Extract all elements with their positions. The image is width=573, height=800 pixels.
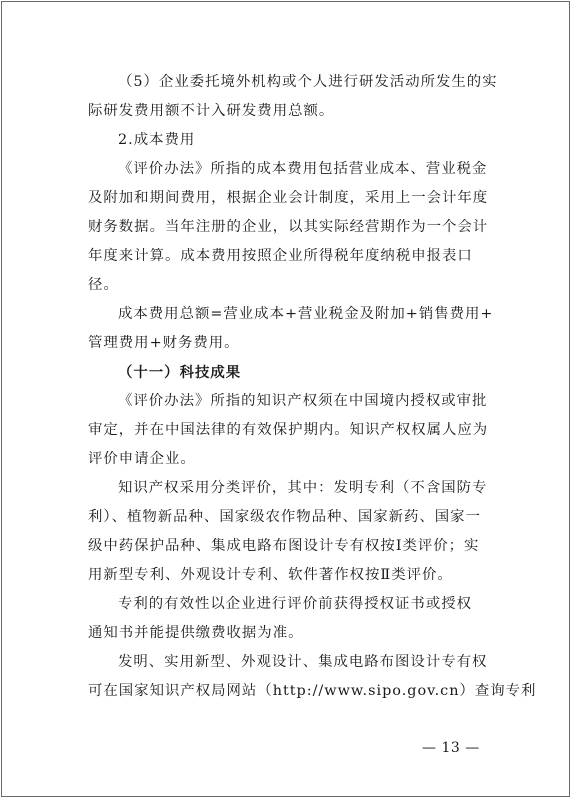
paragraph-line: 年度来计算。成本费用按照企业所得税年度纳税申报表口 [88, 248, 473, 264]
section-heading: （十一）科技成果 [118, 364, 242, 381]
paragraph-line: 《评价办法》所指的知识产权须在中国境内授权或审批 [118, 393, 488, 409]
document-page [1, 1, 570, 797]
paragraph-line: 评价申请企业。 [88, 451, 196, 467]
paragraph-line: 专利的有效性以企业进行评价前获得授权证书或授权 [118, 596, 472, 612]
paragraph-line: 径。 [88, 277, 119, 293]
paragraph-line: 可在国家知识产权局网站（http://www.sipo.gov.cn）查询专利 [88, 683, 537, 699]
paragraph-line: 通知书并能提供缴费收据为准。 [88, 625, 304, 641]
paragraph-line: 际研发费用额不计入研发费用总额。 [88, 103, 335, 119]
paragraph-line: 发明、实用新型、外观设计、集成电路布图设计专有权 [118, 654, 488, 670]
paragraph-line: 《评价办法》所指的成本费用包括营业成本、营业税金 [118, 161, 488, 177]
paragraph-line: 审定，并在中国法律的有效保护期内。知识产权权属人应为 [88, 422, 489, 438]
formula-line: 管理费用+财务费用。 [88, 335, 240, 351]
paragraph-line: 级中药保护品种、集成电路布图设计专有权按Ⅰ类评价；实 [88, 538, 480, 554]
paragraph-line: 利）、植物新品种、国家级农作物品种、国家新药、国家一 [88, 509, 481, 525]
section-heading: 2.成本费用 [118, 132, 196, 148]
document-body [88, 68, 537, 706]
paragraph-line: 及附加和期间费用，根据企业会计制度，采用上一会计年度 [88, 190, 489, 206]
paragraph-line: 财务数据。当年注册的企业，以其实际经营期作为一个会计 [88, 219, 489, 235]
paragraph-line: （5）企业委托境外机构或个人进行研发活动所发生的实 [118, 74, 498, 90]
paragraph-line: 用新型专利、外观设计专利、软件著作权按Ⅱ类评价。 [88, 567, 453, 583]
page-number: — 13 — [422, 740, 480, 756]
paragraph-line: 知识产权采用分类评价，其中：发明专利（不含国防专 [118, 480, 488, 496]
formula-line: 成本费用总额=营业成本+营业税金及附加+销售费用+ [118, 306, 494, 322]
